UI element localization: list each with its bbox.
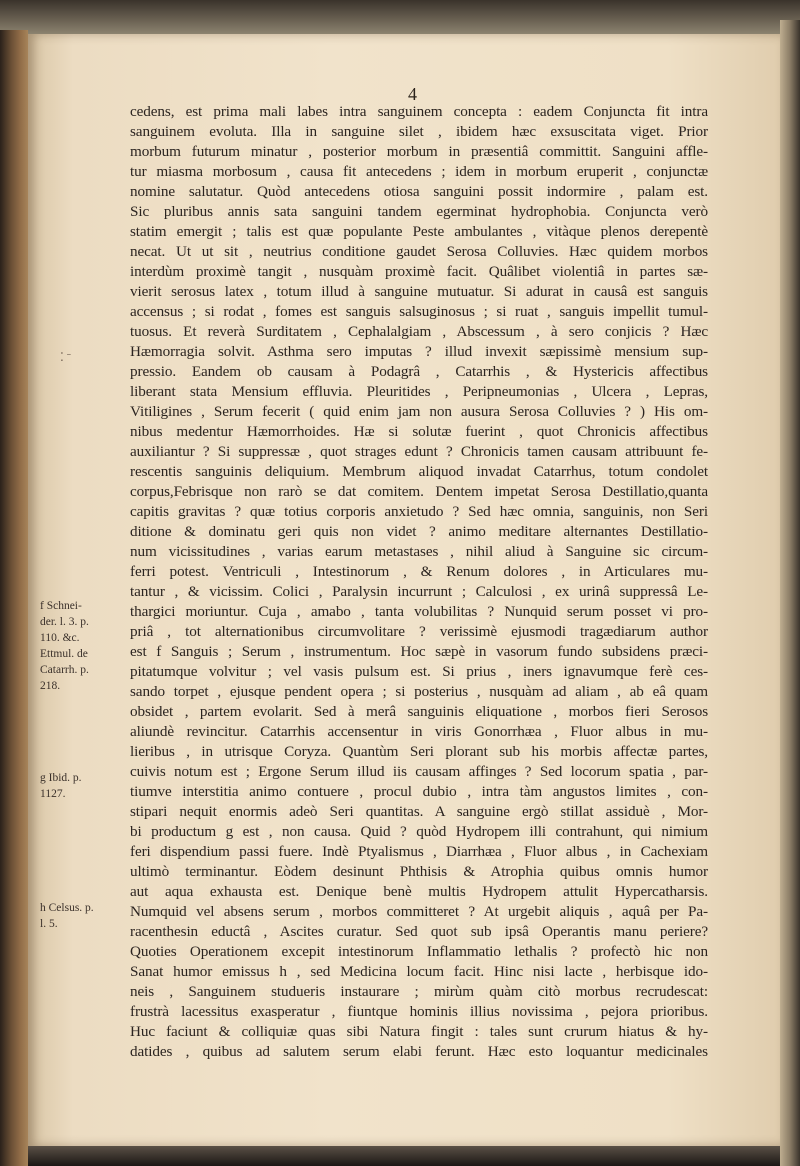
text-line: Quoties Operationem excepit intestinorum Inflammatio lethalis ? profectò hic non	[130, 943, 708, 960]
text-line: pitatumque volvitur ; vel vasis pulsum est. Si prius , iners ignavumque ferè ces-	[130, 663, 708, 680]
text-line: frustrà lacessitus exasperatur , fiuntque hominis illius novissima , pejora prioribus.	[130, 1003, 708, 1020]
margin-note-f	[40, 598, 120, 694]
text-line: cedens, est prima mali labes intra sanguinem concepta : eadem Conjuncta fit intra	[130, 103, 708, 120]
text-line: tantur , & vicissim. Colici , Paralysin incurrunt ; Calculosi , ex urinâ suppressâ Le-	[130, 583, 708, 600]
text-line: feri dispendium passi fuere. Indè Ptyalismus , Diarrhæa , Fluor albus , in Cachexiam	[130, 843, 708, 860]
text-line: ultimò terminantur. Eòdem desinunt Phthisis & Atrophia quibus omnis humor	[130, 863, 708, 880]
text-line: interdùm proximè tangit , nusquàm proximè facit. Quâlibet violentiâ in partes sæ-	[130, 263, 708, 280]
text-line: aliundè revincitur. Catarrhis accensentur in viris Gonorrhæa , Fluor albus in mu-	[130, 723, 708, 740]
margin-note-line: Catarrh. p.	[40, 664, 89, 676]
text-line: cuivis notum est ; Ergone Serum illud iis causam affinges ? Sed locorum spatia , par-	[130, 763, 708, 780]
text-line: lieribus , in utrisque Coryza. Quantùm Seri plorant sub his morbis affectæ partes,	[130, 743, 708, 760]
text-line: bi productum g est , non causa. Quid ? quòd Hydropem illi contrahunt, qui nimium	[130, 823, 708, 840]
text-line: ditione & dominatu geri quis non videt ? animo meditare alternantes Destillatio-	[130, 523, 708, 540]
text-line: nibus medentur Hæmorrhoides. Hæ si solutæ fuerint , quot Chronicis affectibus	[130, 423, 708, 440]
text-line: Vitiligines , Serum fecerit ( quid enim jam non ausura Serosa Colluvies ? ) His om-	[130, 403, 708, 420]
text-line: obsidet , partem evolarit. Sed à merâ sanguinis eliquatione , morbos fieri Serosos	[130, 703, 708, 720]
text-line: priâ , tot alternationibus circumvolitare ? verissimè ejusmodi tragædiarum author	[130, 623, 708, 640]
text-line: Sic pluribus annis sata sanguini tandem egerminat hydrophobia. Conjuncta verò	[130, 203, 708, 220]
text-line: thargici moriuntur. Cuja , amabo , tanta volubilitas ? Nunquid serum posset vi pro-	[130, 603, 708, 620]
margin-stray-marks: ⁚ ˉ	[60, 350, 71, 364]
book-bottom-edge	[28, 1146, 780, 1166]
text-line: rescentis sanguinis deliquium. Membrum aliquod invadat Catarrhus, totum condolet	[130, 463, 708, 480]
text-line: nomine salutatur. Quòd antecedens otiosa sanguini possit indormire , palam est.	[130, 183, 708, 200]
text-line: num vicissitudines , varias earum metastases , nihil aliud à Sanguine sic circum-	[130, 543, 708, 560]
margin-note-line: g Ibid. p.	[40, 772, 82, 784]
text-line: auxiliantur ? Si suppressæ , quot strages edunt ? Chronicis tamen causam attribuunt fe-	[130, 443, 708, 460]
text-line: capitis gravitas ? quæ totius corporis anxietudo ? Sed hæc omnia, sanguinis, non Seri	[130, 503, 708, 520]
text-line: est f Sanguis ; Serum , instrumentum. Hoc sæpè in vasorum fundo subsidens præci-	[130, 643, 708, 660]
margin-note-g	[40, 770, 120, 802]
text-line: Numquid vel absens serum , morbos committeret ? At urgebit aliquis , aquâ per Pa-	[130, 903, 708, 920]
text-line: tiumve interstitia animo contuere , procul dubio , intra tàm angustos limites , con-	[130, 783, 708, 800]
book-top-edge	[0, 0, 800, 34]
text-line: Sanat humor emissus h , sed Medicina locum facit. Hinc nisi lacte , herbisque ido-	[130, 963, 708, 980]
text-line: datides , quibus ad salutem serum elabi ferunt. Hæc esto loquantur medicinales	[130, 1043, 708, 1060]
text-line: corpus,Febrisque non rarò se dat comitem. Dentem impetat Serosa Destillatio,quanta	[130, 483, 708, 500]
margin-note-line: 218.	[40, 680, 61, 692]
margin-note-line: f Schnei-	[40, 600, 82, 612]
page-number: 4	[408, 84, 417, 104]
text-line: necat. Ut ut sit , neutrius conditione gaudet Serosa Colluvies. Hæc quidem morbos	[130, 243, 708, 260]
margin-note-line: 110. &c.	[40, 632, 80, 644]
text-line: vierit serosus latex , totum illud à sanguine mutuatur. Si adurat in causâ est sanguis	[130, 283, 708, 300]
text-line: tuosus. Et reverà Surditatem , Cephalalgiam , Abscessum , à sero conjicis ? Hæc	[130, 323, 708, 340]
book-spine	[0, 30, 28, 1166]
margin-note-h	[40, 900, 120, 932]
body-text	[130, 102, 708, 1062]
text-line: sanguinem evoluta. Illa in sanguine silet , ibidem hæc exsuscitata viget. Prior	[130, 123, 708, 140]
text-line: Hæmorragia solvit. Asthma sero imputas ? illud invexit sæpissimè mensium sup-	[130, 343, 708, 360]
book-right-edge	[780, 20, 800, 1166]
margin-note-line: h Celsus. p.	[40, 902, 94, 914]
text-line: racenthesin eductâ , Ascites curatur. Sed quot sub ipsâ Operantis manu periere?	[130, 923, 708, 940]
text-line: statim emergit ; talis est quæ populante Peste ambulantes , vitàque plenos derepentè	[130, 223, 708, 240]
text-line: pressio. Eandem ob causam à Podagrâ , Catarrhis , & Hystericis affectibus	[130, 363, 708, 380]
text-line: ferri potest. Ventriculi , Intestinorum , & Renum dolores , in Articulares mu-	[130, 563, 708, 580]
text-line: neis , Sanguinem studueris instaurare ; mirùm quàm citò morbus recrudescat:	[130, 983, 708, 1000]
text-line: tur miasma morbosum , causa fit antecedens ; idem in morbum eruperit , conjunctæ	[130, 163, 708, 180]
text-line: accensus ; si rodat , fomes est sanguis salsuginosus ; si ruat , sanguis impellit tumul-	[130, 303, 708, 320]
text-line: stipari nequit enormis adeò Seri quantitas. A sanguine ergò stillat assiduè , Mor-	[130, 803, 708, 820]
text-line: morbum futurum minatur , posterior morbum in præsentiâ committit. Sanguini affle-	[130, 143, 708, 160]
margin-note-line: der. l. 3. p.	[40, 616, 89, 628]
margin-note-line: 1127.	[40, 788, 66, 800]
margin-note-line: Ettmul. de	[40, 648, 88, 660]
text-line: sando torpet , ejusque pendent opera ; si posterius , nusquàm ad aliam , ab eâ quam	[130, 683, 708, 700]
text-line: aut aqua exhausta est. Denique benè multis Hydropem attulit Hypercatharsis.	[130, 883, 708, 900]
text-line: Huc faciunt & colliquiæ quas sibi Natura fingit : tales sunt crurum hiatus & hy-	[130, 1023, 708, 1040]
margin-note-line: l. 5.	[40, 918, 58, 930]
text-line: liberant stata Mensium effluvia. Pleuritides , Peripneumonias , Ulcera , Lepras,	[130, 383, 708, 400]
